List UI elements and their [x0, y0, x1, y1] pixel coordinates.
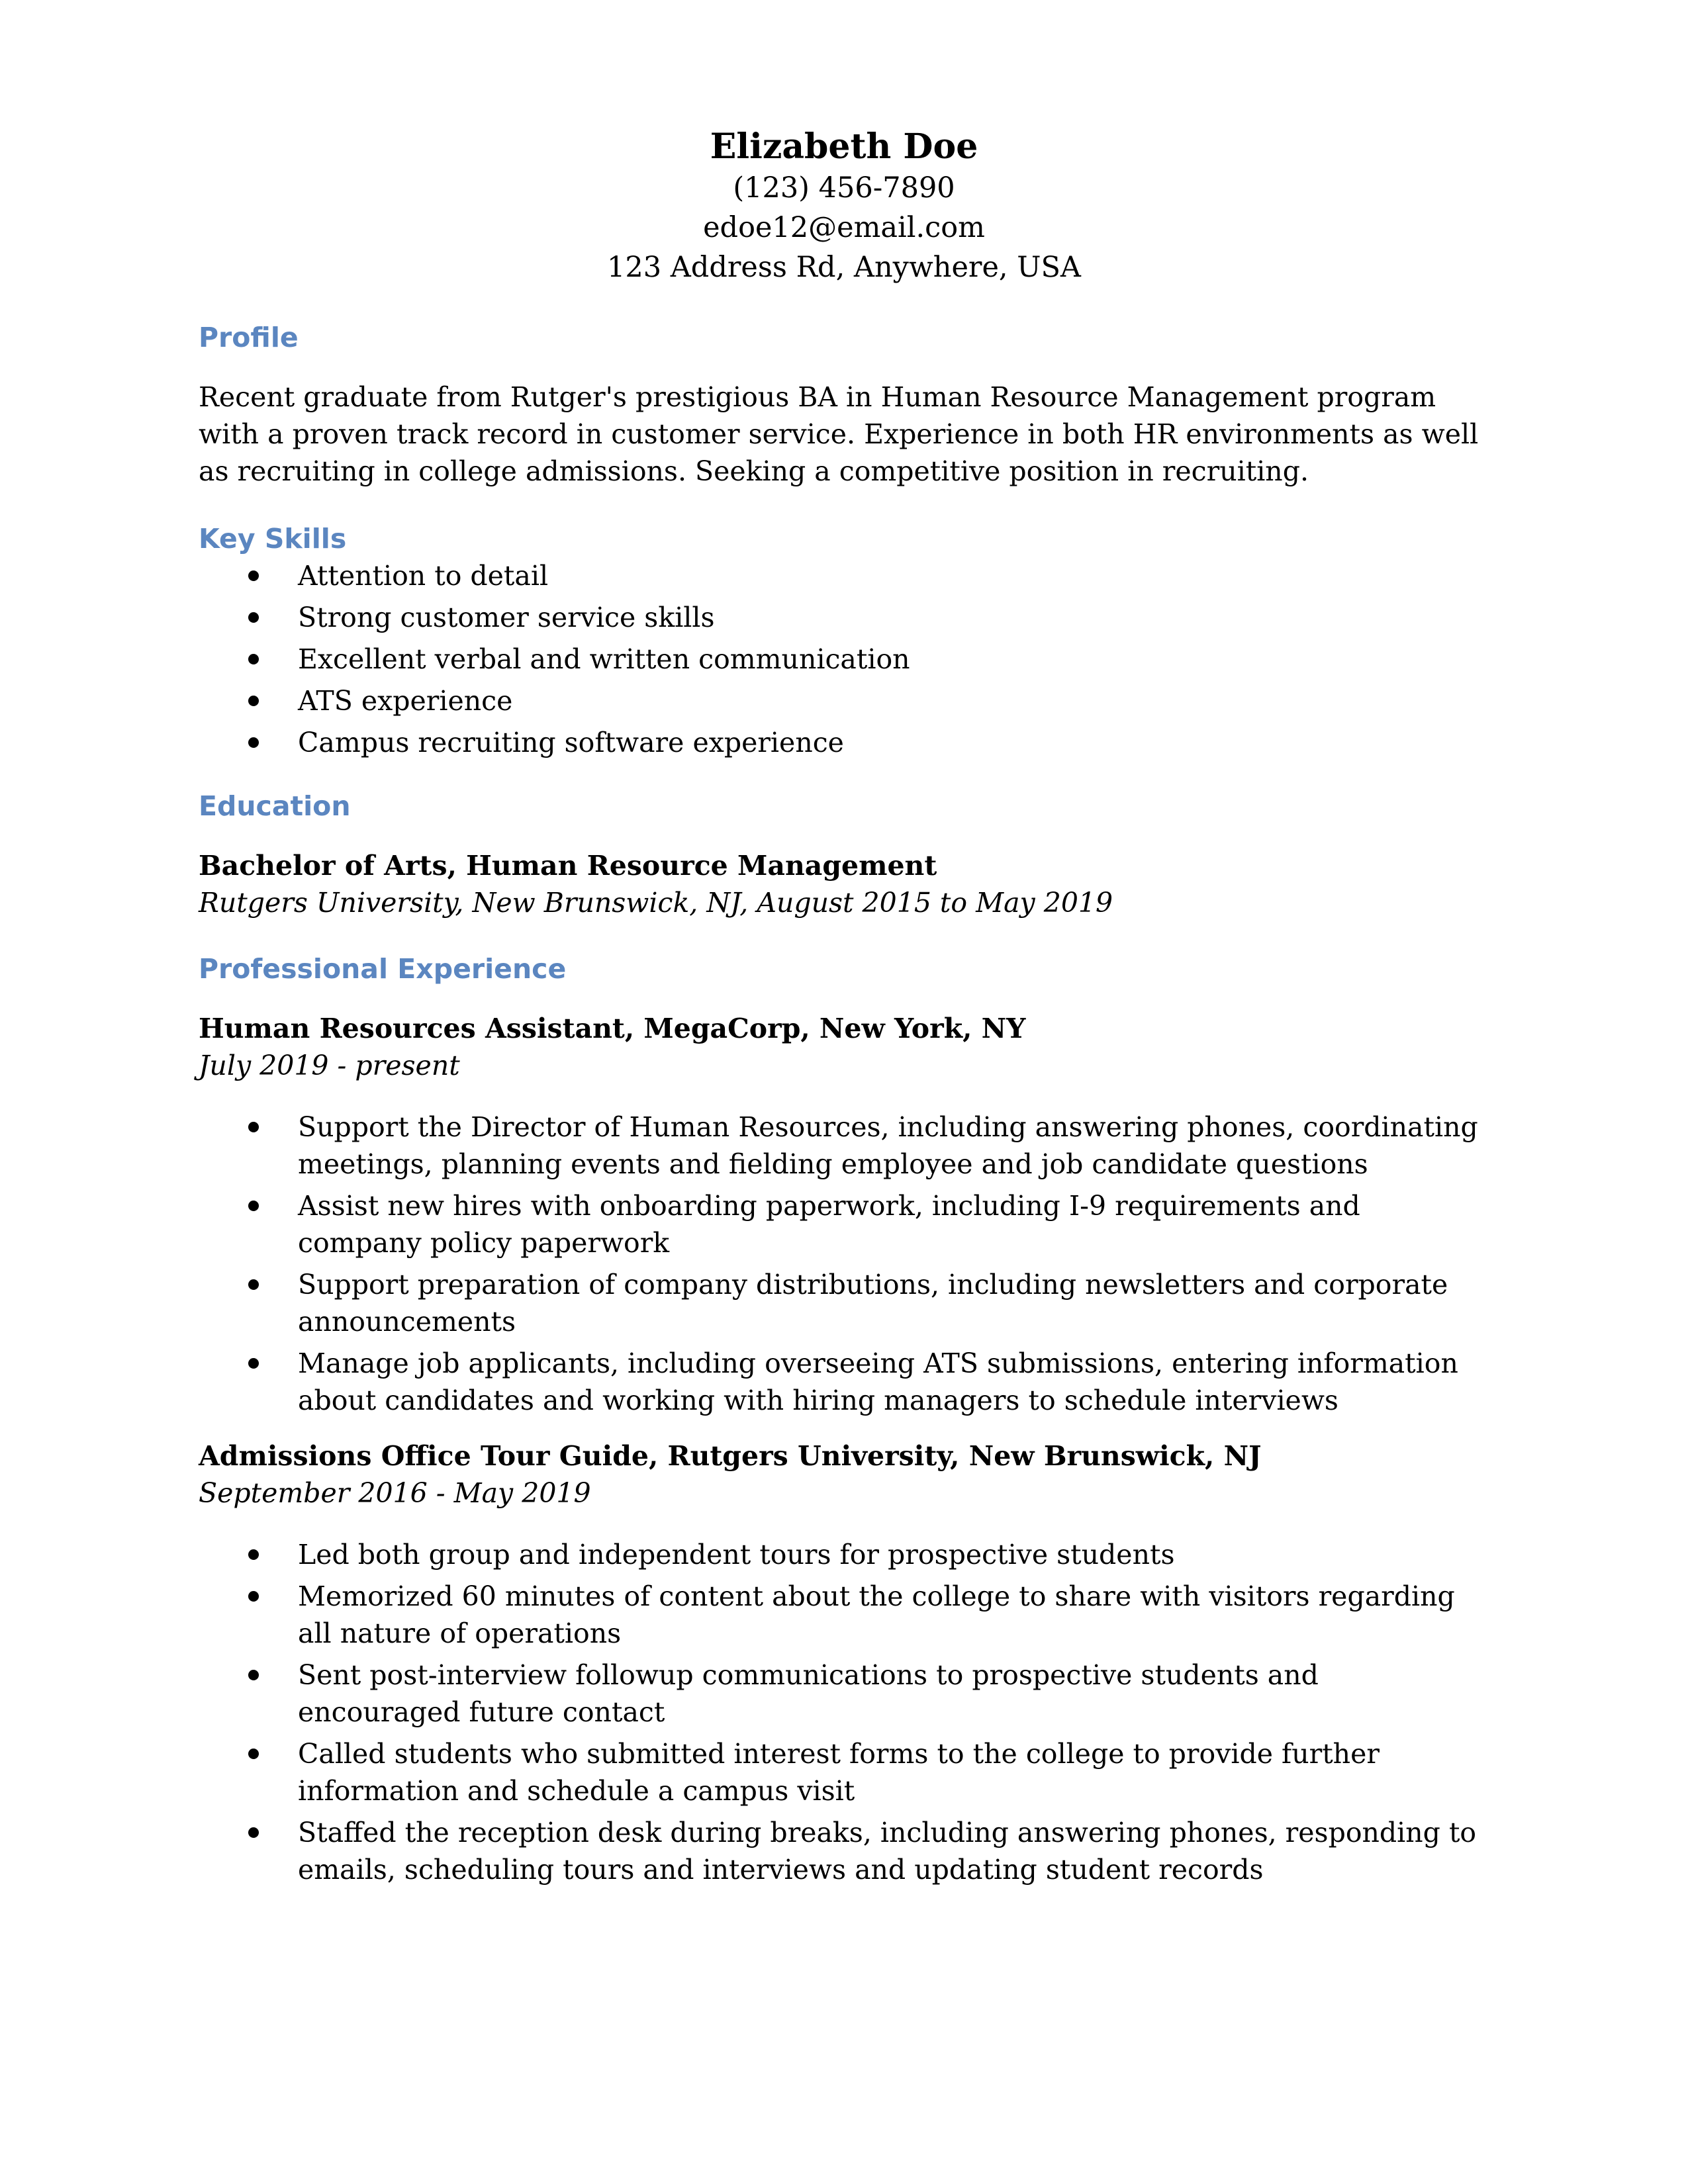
bullet-icon — [248, 1358, 259, 1369]
resume-header — [199, 126, 1489, 287]
list-item — [199, 1735, 1489, 1809]
list-item — [199, 682, 1489, 719]
bullet-icon — [248, 696, 259, 706]
duty-text: Manage job applicants, including overseeing ATS submissions, entering information about candidates and working with hiring managers to schedule interviews — [298, 1347, 1458, 1416]
bullet-icon — [248, 1749, 259, 1759]
school-details: Rutgers University, New Brunswick, NJ, August 2015 to May 2019 — [199, 887, 1113, 919]
job-title: Human Resources Assistant, MegaCorp, New York, NY — [199, 1013, 1026, 1044]
duty-text: Support preparation of company distributions, including newsletters and corporate announcements — [298, 1269, 1448, 1338]
duty-text: Assist new hires with onboarding paperwork, including I-9 requirements and company policy paperwork — [298, 1190, 1360, 1259]
bullet-icon — [248, 1201, 259, 1211]
list-item — [199, 1109, 1489, 1183]
experience-section — [199, 950, 1489, 1888]
degree-title: Bachelor of Arts, Human Resource Management — [199, 850, 937, 882]
bullet-icon — [248, 1827, 259, 1838]
duty-text: Sent post-interview followup communications to prospective students and encouraged future contact — [298, 1659, 1319, 1728]
skills-section — [199, 520, 1489, 761]
bullet-icon — [248, 737, 259, 748]
candidate-name: Elizabeth Doe — [710, 126, 978, 167]
skill-text: ATS experience — [298, 685, 513, 717]
list-item — [199, 1345, 1489, 1419]
profile-section — [199, 319, 1489, 490]
skill-text: Strong customer service skills — [298, 602, 715, 633]
list-item — [199, 724, 1489, 761]
skills-heading: Key Skills — [199, 523, 347, 555]
list-item — [199, 1814, 1489, 1888]
list-item — [199, 599, 1489, 636]
street-address: 123 Address Rd, Anywhere, USA — [607, 251, 1081, 284]
bullet-icon — [248, 570, 259, 581]
profile-heading: Profile — [199, 322, 299, 353]
job-title: Admissions Office Tour Guide, Rutgers University, New Brunswick, NJ — [199, 1440, 1262, 1472]
job-entry — [199, 1010, 1489, 1419]
education-heading: Education — [199, 790, 351, 822]
duty-text: Memorized 60 minutes of content about the college to share with visitors regarding all nature of operations — [298, 1580, 1455, 1649]
list-item — [199, 1578, 1489, 1652]
bullet-icon — [248, 1122, 259, 1132]
bullet-icon — [248, 1549, 259, 1560]
list-item — [199, 1657, 1489, 1731]
education-section — [199, 788, 1489, 921]
list-item — [199, 1266, 1489, 1340]
list-item — [199, 1536, 1489, 1573]
list-item — [199, 1187, 1489, 1261]
experience-heading: Professional Experience — [199, 953, 567, 985]
job-duties-list — [199, 1109, 1489, 1419]
profile-text: Recent graduate from Rutger's prestigious BA in Human Resource Management program with a proven track record in customer service. Experience in both HR environments as well as recruiting in college admissions. Seeking a competitive position in recruiting. — [199, 381, 1479, 487]
phone-number: (123) 456-7890 — [733, 171, 955, 205]
bullet-icon — [248, 654, 259, 664]
job-duties-list — [199, 1536, 1489, 1888]
bullet-icon — [248, 1591, 259, 1602]
email-address: edoe12@email.com — [703, 211, 985, 244]
bullet-icon — [248, 1279, 259, 1290]
duty-text: Support the Director of Human Resources, including answering phones, coordinating meetings, planning events and fielding employee and job candidate questions — [298, 1111, 1478, 1180]
bullet-icon — [248, 1670, 259, 1680]
list-item — [199, 557, 1489, 594]
job-dates: September 2016 - May 2019 — [199, 1477, 591, 1509]
skill-text: Campus recruiting software experience — [298, 727, 844, 758]
duty-text: Called students who submitted interest forms to the college to provide further information and schedule a campus visit — [298, 1738, 1380, 1807]
bullet-icon — [248, 612, 259, 623]
list-item — [199, 641, 1489, 678]
duty-text: Staffed the reception desk during breaks, including answering phones, responding to emails, scheduling tours and interviews and updating student records — [298, 1817, 1477, 1886]
job-entry — [199, 1437, 1489, 1888]
skills-list — [199, 557, 1489, 761]
duty-text: Led both group and independent tours for prospective students — [298, 1539, 1175, 1570]
skill-text: Attention to detail — [298, 560, 549, 592]
skill-text: Excellent verbal and written communication — [298, 643, 910, 675]
job-dates: July 2019 - present — [199, 1050, 460, 1081]
